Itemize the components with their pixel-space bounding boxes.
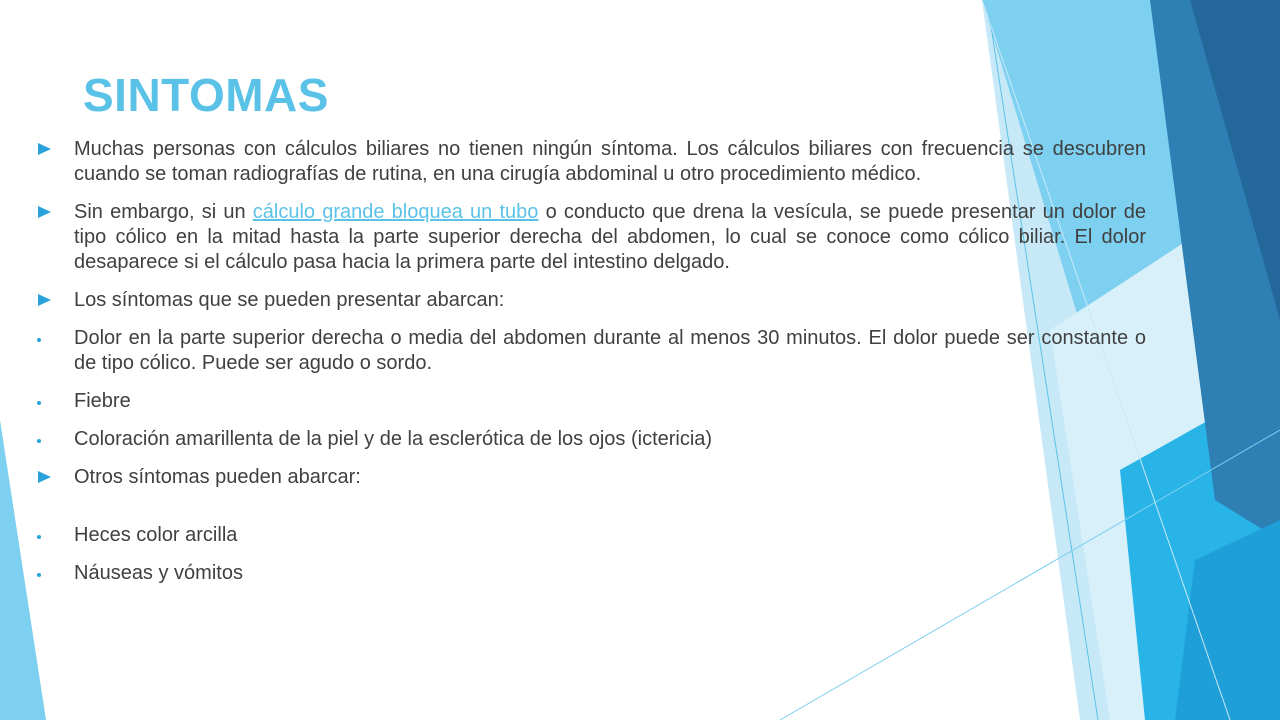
list-item	[36, 561, 1146, 586]
list-item-text-after: o conducto que drena la vesícula, se puede presentar un dolor de tipo cólico en la mitad hasta la parte superior derecha del abdomen, lo cual se conoce como cólico biliar. El dolor desaparece si el cálculo pasa hacia la primera parte del intestino delgado.	[74, 201, 1146, 273]
list-item-text: Náuseas y vómitos	[74, 562, 243, 584]
list-item	[36, 288, 1146, 313]
list-item-text: Otros síntomas pueden abarcar:	[74, 466, 361, 488]
list-item	[36, 427, 1146, 452]
list-item	[36, 326, 1146, 376]
slide-title: SINTOMAS	[83, 69, 329, 121]
dot-bullet-icon	[36, 326, 74, 351]
list-item	[36, 200, 1146, 275]
list-item	[36, 523, 1146, 548]
list-item-text: Muchas personas con cálculos biliares no tienen ningún síntoma. Los cálculos biliares con frecuencia se descubren cuando se toman radiografías de rutina, en una cirugía abdominal u otro procedimiento médico.	[74, 138, 1146, 185]
list-item	[36, 465, 1146, 490]
list-item	[36, 137, 1146, 187]
dot-bullet-icon	[36, 427, 74, 452]
arrow-bullet-icon	[36, 137, 74, 162]
list-item-text: Coloración amarillenta de la piel y de la esclerótica de los ojos (ictericia)	[74, 428, 713, 450]
arrow-bullet-icon	[36, 288, 74, 313]
list-item-text: Dolor en la parte superior derecha o media del abdomen durante al menos 30 minutos. El dolor puede ser constante o de tipo cólico. Puede ser agudo o sordo.	[74, 327, 1146, 374]
arrow-bullet-icon	[36, 465, 74, 490]
bullet-list	[36, 137, 1146, 586]
dot-bullet-icon	[36, 523, 74, 548]
list-item-text: Fiebre	[74, 390, 131, 412]
list-item-text: Los síntomas que se pueden presentar abarcan:	[74, 289, 505, 311]
list-item-text: Heces color arcilla	[74, 524, 238, 546]
list-item	[36, 389, 1146, 414]
dot-bullet-icon	[36, 561, 74, 586]
arrow-bullet-icon	[36, 200, 74, 225]
list-item-text-before: Sin embargo, si un	[74, 201, 253, 223]
hyperlink[interactable]: cálculo grande bloquea un tubo	[252, 201, 539, 223]
dot-bullet-icon	[36, 389, 74, 414]
